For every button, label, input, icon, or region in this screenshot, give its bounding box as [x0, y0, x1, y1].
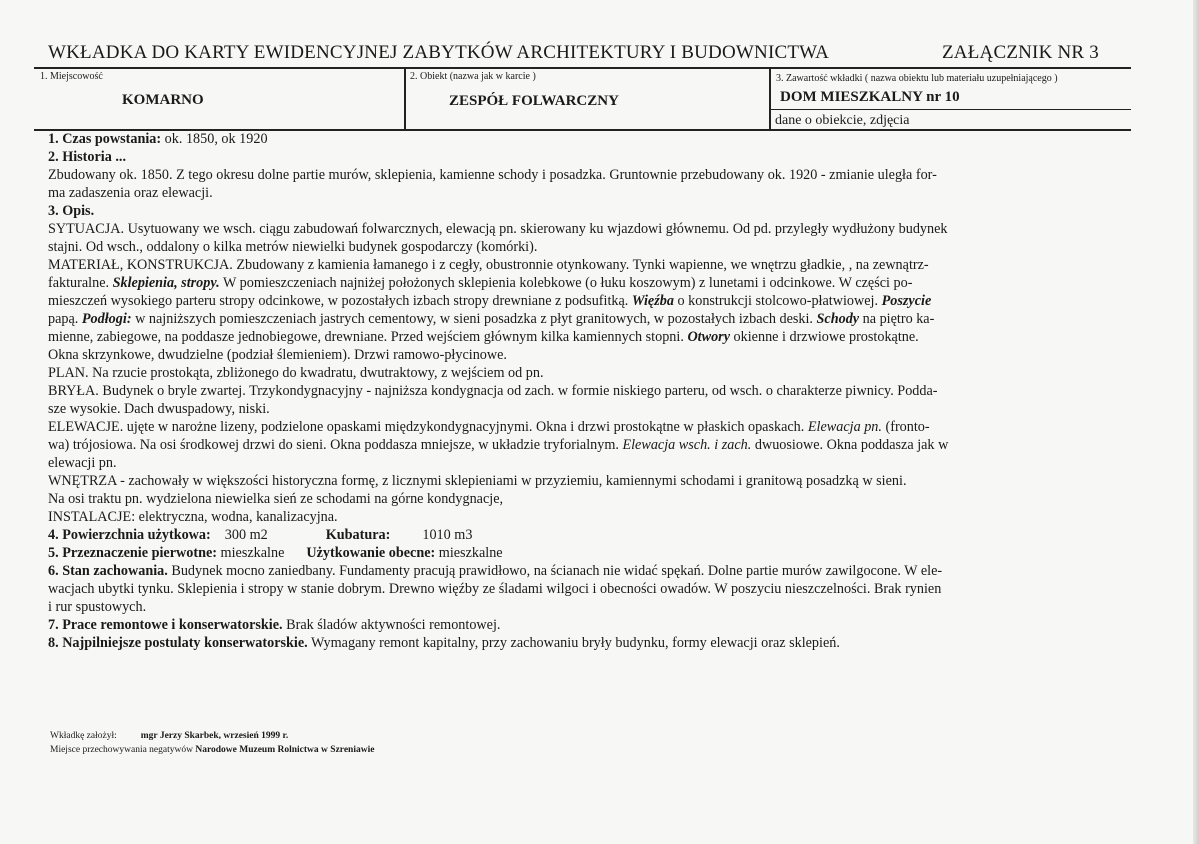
cell-divider-1 — [404, 68, 406, 130]
section-6: 6. Stan zachowania. Budynek mocno zaniedbany. Fundamenty pracują prawidłowo, na ścianach nie widać spękań. Dolne partie murów zawilgocone. W ele- — [48, 563, 943, 579]
elevation-line: ELEWACJE. ujęte w narożne lizeny, podzielone opaskami międzykondygnacyjnymi. Okna i drzwi prostokątne w płaskich opaskach. Elewacja pn. (fronto- — [48, 419, 930, 435]
interior-line: WNĘTRZA - zachowały w większości historyczna formę, z licznymi sklepieniami w przyziemiu, kamiennymi schodami i granitową posadzką w sieni. — [48, 473, 907, 489]
cell-value-contents: DOM MIESZKALNY nr 10 — [780, 89, 960, 105]
installations-line: INSTALACJE: elektryczna, wodna, kanalizacyjna. — [48, 509, 338, 525]
material-line: mienne, zabiegowe, na poddasze jednobiegowe, drewniane. Przed wejściem głównym kilka kamiennych stopni. Otwory okienne i drzwiowe prostokątne. — [48, 329, 919, 345]
page-edge — [1193, 0, 1199, 844]
plan-line: PLAN. Na rzucie prostokąta, zbliżonego do kwadratu, dwutraktowy, z wejściem od pn. — [48, 365, 544, 381]
cell-value-object: ZESPÓŁ FOLWARCZNY — [449, 93, 619, 109]
annex-number: ZAŁĄCZNIK NR 3 — [942, 42, 1099, 63]
elevation-line: wa) trójosiowa. Na osi środkowej drzwi do sieni. Okna poddasza mniejsze, w układzie tryforialnym. Elewacja wsch. i zach. dwuosiowe. Okna poddasza jak w — [48, 437, 949, 453]
cell-label-location: 1. Miejscowość — [40, 71, 103, 82]
footer-author: Wkładkę założył: mgr Jerzy Skarbek, wrzesień 1999 r. — [50, 731, 289, 741]
cell-label-contents: 3. Zawartość wkładki ( nazwa obiektu lub materiału uzupełniającego ) — [776, 73, 1058, 84]
cell-divider-2 — [769, 68, 771, 130]
interior-line: Na osi traktu pn. wydzielona niewielka sień ze schodami na górne kondygnacje, — [48, 491, 504, 507]
section-5: 5. Przeznaczenie pierwotne: mieszkalne Użytkowanie obecne: mieszkalne — [48, 545, 503, 561]
material-line: papą. Podłogi: w najniższych pomieszczeniach jastrych cementowy, w sieni posadzka z płyt granitowych, w pozostałych izbach deski. Schody na piętro ka- — [48, 311, 935, 327]
section-8: 8. Najpilniejsze postulaty konserwatorskie. Wymagany remont kapitalny, przy zachowaniu bryły budynku, formy elewacji oraz sklepień. — [48, 635, 840, 651]
section-2-line: Zbudowany ok. 1850. Z tego okresu dolne partie murów, sklepienia, kamienne schody i posadzka. Gruntownie przebudowany ok. 1920 - zmianie uległa for- — [48, 167, 937, 183]
material-line: Okna skrzynkowe, dwudzielne (podział ślemieniem). Drzwi ramowo-płycinowe. — [48, 347, 507, 363]
situation-line: stajni. Od wsch., oddalony o kilka metrów niewielki budynek gospodarczy (komórki). — [48, 239, 538, 255]
section-2-title: 2. Historia ... — [48, 149, 127, 165]
section-3-title: 3. Opis. — [48, 203, 95, 219]
cell-extra-contents: dane o obiekcie, zdjęcia — [775, 113, 910, 128]
header-top-rule — [34, 67, 1131, 69]
material-line: mieszczeń wysokiego parteru stropy odcinkowe, w pozostałych izbach stropy drewniane z podsufitką. Więźba o konstrukcji stolcowo-płatwiowej. Poszycie — [48, 293, 932, 309]
cell-label-object: 2. Obiekt (nazwa jak w karcie ) — [410, 71, 536, 82]
massing-line: BRYŁA. Budynek o bryle zwartej. Trzykondygnacyjny - najniższa kondygnacja od zach. w formie niskiego parteru, od wsch. o charakterze piwnicy. Podda- — [48, 383, 938, 399]
section-1: 1. Czas powstania: ok. 1850, ok 1920 — [48, 131, 268, 147]
cell-value-location: KOMARNO — [122, 92, 204, 108]
elevation-line: elewacji pn. — [48, 455, 117, 471]
material-line: MATERIAŁ, KONSTRUKCJA. Zbudowany z kamienia łamanego i z cegły, obustronnie otynkowany. Tynki wapienne, we wnętrzu gładkie, , na zewnątrz- — [48, 257, 929, 273]
document-body — [48, 130, 1128, 652]
section-2-line: ma zadaszenia oraz elewacji. — [48, 185, 213, 201]
material-line: fakturalne. Sklepienia, stropy. W pomieszczeniach najniżej położonych sklepienia kolebkowe (o łuku koszowym) z lunetami i odcinkowe. W części po- — [48, 275, 913, 291]
situation-line: SYTUACJA. Usytuowany we wsch. ciągu zabudowań folwarcznych, elewacją pn. skierowany ku wjazdowi głównemu. Od pd. przyległy wydłużony budynek — [48, 221, 948, 237]
document-title — [48, 42, 1128, 64]
footer-negatives: Miejsce przechowywania negatywów Narodowe Muzeum Rolnictwa w Szreniawie — [50, 745, 375, 755]
section-6-line: wacjach ubytki tynku. Sklepienia i stropy w stanie dobrym. Drewno więźby ze śladami wilgoci i obecności owadów. W poszyciu nieszczelności. Brak rynien — [48, 581, 942, 597]
section-4: 4. Powierzchnia użytkowa: 300 m2 Kubatura: 1010 m3 — [48, 527, 473, 543]
section-6-line: i rur spustowych. — [48, 599, 147, 615]
title-text: WKŁADKA DO KARTY EWIDENCYJNEJ ZABYTKÓW ARCHITEKTURY I BUDOWNICTWA — [48, 42, 830, 63]
massing-line: sze wysokie. Dach dwuspadowy, niski. — [48, 401, 270, 417]
cell3-inner-rule — [770, 109, 1131, 110]
section-7: 7. Prace remontowe i konserwatorskie. Brak śladów aktywności remontowej. — [48, 617, 501, 633]
